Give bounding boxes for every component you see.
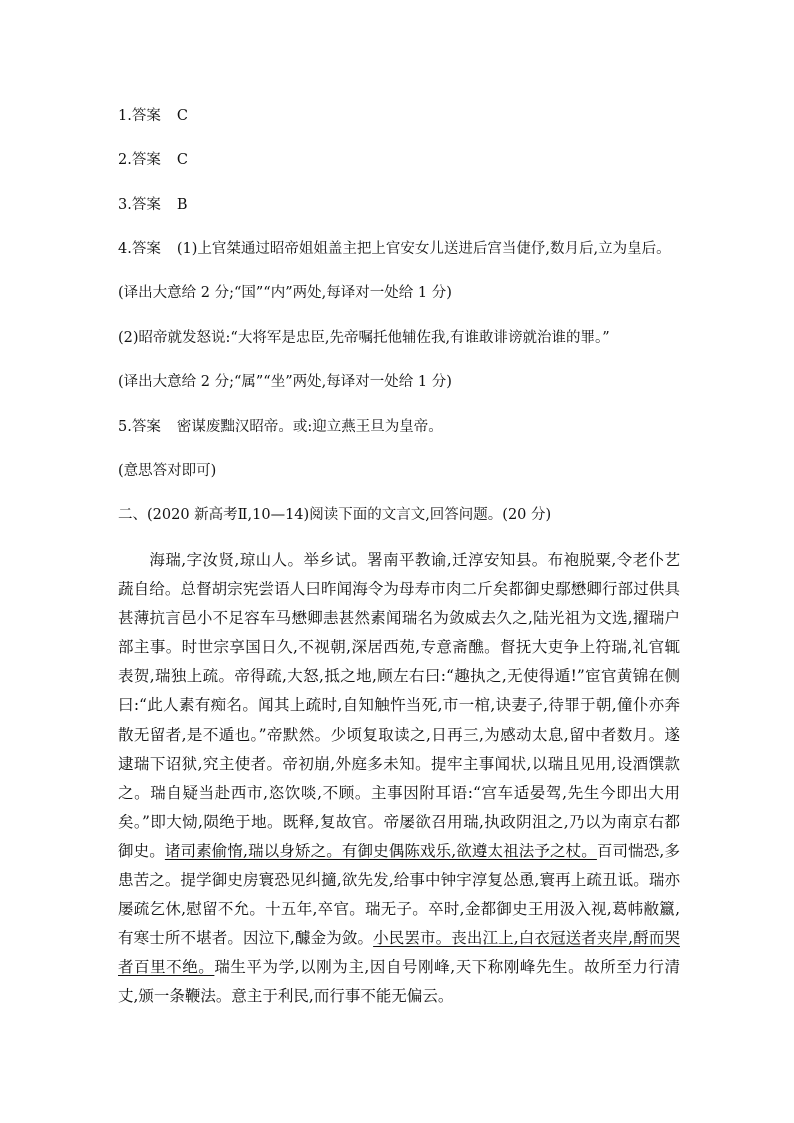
answer-2: [118, 148, 188, 169]
answer-label: 答案: [131, 419, 161, 435]
answer-number: 3.: [118, 197, 132, 213]
answer-3: [118, 193, 188, 214]
passage-text: 百司惴恐,多患苦之。提学御史房寰恐见纠擿,欲先发,给事中钟宇淳复怂恿,寰再上疏丑诋。瑞亦屡疏乞休,慰留不允。十五年,卒官。瑞无子。卒时,金都御史王用汲入视,葛帏敝籝,有寒士所不堪者。因泣下,醵金为敛。: [118, 841, 680, 948]
answer-label: 答案: [131, 152, 161, 168]
section-heading: 二、(2020 新高考Ⅱ,10—14)阅读下面的文言文,回答问题。(20 分): [118, 507, 552, 523]
answer-value: (1)上官桀通过昭帝姐姐盖主把上官安女儿送进后宫当倢伃,数月后,立为皇后。: [176, 241, 671, 257]
answer-1: [118, 104, 188, 125]
underlined-sentence: 诸司素偷惰,瑞以身矫之。有御史偶陈戏乐,欲遵太祖法予之杖。: [164, 841, 597, 860]
answer-label: 答案: [131, 108, 161, 124]
answer-label: 答案: [131, 241, 161, 257]
answer-value: 密谋废黜汉昭帝。或:迎立燕王旦为皇帝。: [176, 419, 443, 435]
answer-label: 答案: [131, 197, 161, 213]
answer-value: C: [176, 108, 188, 124]
underlined-sentence: 小民罢市。丧出江上,白衣冠送者夹岸,酹而哭者百里不绝。: [118, 929, 680, 977]
passage-text: 瑞生平为学,以刚为主,因自号刚峰,天下称刚峰先生。故所至力行清丈,颁一条鞭法。意主于利民,而行事不能无偏云。: [118, 958, 680, 1006]
classical-chinese-passage: [118, 546, 680, 1012]
answer-number: 5.: [118, 419, 132, 435]
answer-number: 4.: [118, 241, 132, 257]
answer-4-part-2: (2)昭帝就发怒说:“大将军是忠臣,先帝嘱托他辅佐我,有谁敢诽谤就治谁的罪。”: [118, 330, 610, 346]
answer-number: 2.: [118, 152, 132, 168]
answer-4: [118, 237, 671, 258]
passage-text: 海瑞,字汝贤,琼山人。举乡试。署南平教谕,迁淳安知县。布袍脱粟,令老仆艺蔬自给。总督胡宗宪尝语人曰昨闻海令为母寿市肉二斤矣都御史鄢懋卿行部过供具甚薄抗言邑小不足容车马懋卿恚甚然素闻瑞名为敛威去久之,陆光祖为文选,擢瑞户部主事。时世宗享国日久,不视朝,深居西苑,专意斋醮。督抚大吏争上符瑞,礼官辄表贺,瑞独上疏。帝得疏,大怒,抵之地,顾左右曰:“趣执之,无使得遁!”宦官黄锦在侧曰:“此人素有痴名。闻其上疏时,自知触忤当死,市一棺,诀妻子,待罪于朝,僮仆亦奔散无留者,是不遁也。”帝默然。少顷复取读之,日再三,为感动太息,留中者数月。遂逮瑞下诏狱,究主使者。帝初崩,外庭多未知。提牢主事闻状,以瑞且见用,设酒馔款之。瑞自疑当赴西市,恣饮啖,不顾。主事因附耳语:“宫车适晏驾,先生今即出大用矣。”即大恸,陨绝于地。既释,复故官。帝屡欲召用瑞,执政阴沮之,乃以为南京右都御史。: [118, 551, 680, 860]
answer-number: 1.: [118, 108, 132, 124]
answer-value: B: [176, 197, 188, 213]
answer-5: [118, 415, 443, 436]
scoring-note: (意思答对即可): [118, 463, 217, 479]
scoring-note: (译出大意给 2 分;“国”“内”两处,每译对一处给 1 分): [118, 285, 452, 301]
answer-value: C: [176, 152, 188, 168]
scoring-note: (译出大意给 2 分;“属”“坐”两处,每译对一处给 1 分): [118, 374, 452, 390]
